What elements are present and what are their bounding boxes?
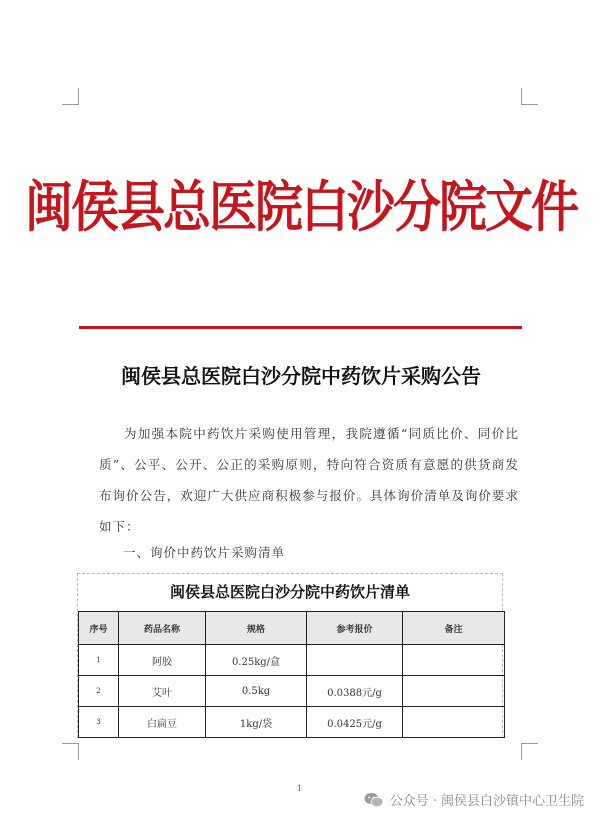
crop-mark-top-right (521, 88, 538, 105)
table-row (79, 676, 505, 707)
watermark-text: 公众号 · 闽侯县白沙镇中心卫生院 (389, 794, 584, 809)
drug-name: 艾叶 (119, 676, 206, 707)
document-title: 闽侯县总医院白沙分院中药饮片采购公告 (121, 364, 481, 388)
column-header: 参考报价 (307, 612, 403, 645)
column-header: 序号 (79, 612, 119, 645)
row-index: 3 (79, 707, 119, 738)
row-index: 2 (79, 676, 119, 707)
wechat-watermark (364, 790, 584, 809)
crop-mark-bottom-left (62, 743, 79, 760)
reference-price (307, 645, 403, 676)
table-row (79, 645, 505, 676)
row-index: 1 (79, 645, 119, 676)
drug-name: 阿胶 (119, 645, 206, 676)
table-header-row (79, 612, 505, 645)
page-number: 1 (297, 784, 303, 793)
header-divider (79, 326, 522, 329)
crop-mark-bottom-right (521, 743, 538, 760)
column-header: 规格 (206, 612, 307, 645)
table-row (79, 707, 505, 738)
drug-spec: 1kg/袋 (206, 707, 307, 738)
document-header: 闽侯县总医院白沙分院文件 (24, 175, 577, 240)
wechat-icon (364, 792, 384, 808)
column-header: 药品名称 (119, 612, 206, 645)
remark (403, 645, 505, 676)
crop-mark-top-left (62, 88, 79, 105)
reference-price: 0.0388元/g (307, 676, 403, 707)
drug-spec: 0.25kg/盒 (206, 645, 307, 676)
procurement-table (78, 611, 505, 738)
drug-spec: 0.5kg (206, 676, 307, 707)
procurement-list (77, 573, 503, 738)
section-heading: 一、询价中药饮片采购清单 (123, 545, 286, 560)
list-title: 闽侯县总医院白沙分院中药饮片清单 (169, 583, 410, 601)
remark (403, 707, 505, 738)
remark (403, 676, 505, 707)
drug-name: 白扁豆 (119, 707, 206, 738)
reference-price: 0.0425元/g (307, 707, 403, 738)
column-header: 备注 (403, 612, 505, 645)
body-paragraph: 为加强本院中药饮片采购使用管理，我院遵循“同质比价、同价比质”、公平、公开、公正的采购原则，特向符合资质有意愿的供货商发布询价公告，欢迎广大供应商积极参与报价。具体询价清单及询价要求如下： (99, 426, 519, 534)
